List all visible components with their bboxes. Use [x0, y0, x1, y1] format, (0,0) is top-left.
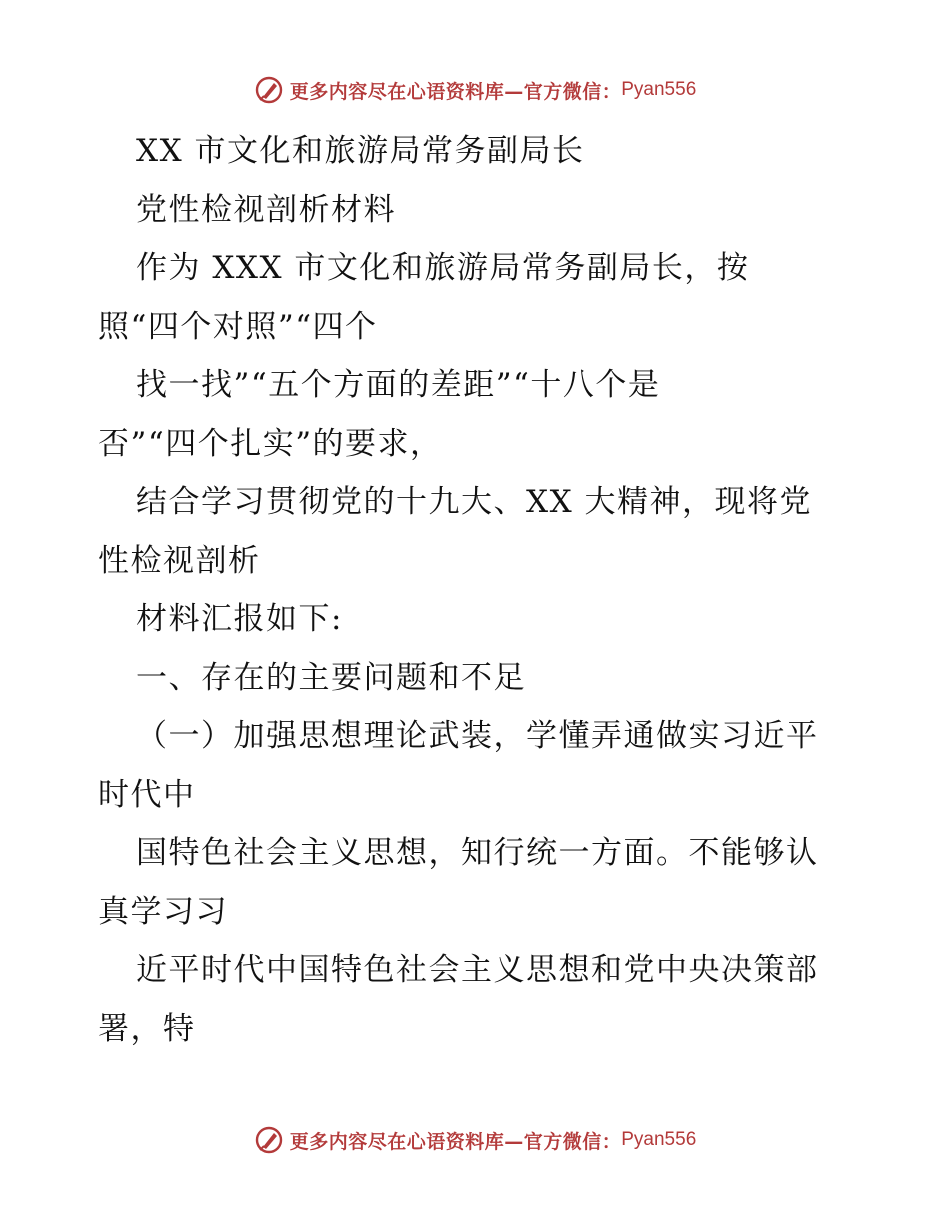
footer-watermark [0, 1120, 950, 1160]
quill-pen-circle-icon [254, 1125, 284, 1155]
paragraph-line: 否”“四个扎实”的要求， [98, 425, 443, 462]
footer-brand-text: 更多内容尽在心语资料库—官方微信： [289, 1130, 622, 1153]
section-heading: 一、存在的主要问题和不足 [136, 659, 526, 696]
footer-wechat-id: Pyan556 [621, 1129, 697, 1150]
paragraph-line: 结合学习贯彻党的十九大、XX 大精神，现将党 [136, 484, 812, 520]
header-watermark [0, 70, 950, 110]
paragraph-line: 国特色社会主义思想，知行统一方面。不能够认 [136, 835, 819, 871]
paragraph-line: 性检视剖析 [98, 542, 261, 579]
subsection-heading: （一）加强思想理论武装，学懂弄通做实习近平 [136, 718, 819, 754]
doc-title: XX 市文化和旅游局常务副局长 [136, 133, 585, 169]
paragraph-line: 近平时代中国特色社会主义思想和党中央决策部 [136, 952, 819, 988]
paragraph-line: 时代中 [98, 776, 196, 813]
document-body [98, 122, 858, 1058]
paragraph-line: 真学习习 [98, 893, 228, 930]
paragraph-line: 材料汇报如下: [136, 601, 343, 637]
paragraph-line: 作为 XXX 市文化和旅游局常务副局长，按 [136, 250, 750, 286]
doc-subtitle: 党性检视剖析材料 [136, 191, 396, 228]
quill-pen-circle-icon [254, 75, 284, 105]
paragraph-line: 署，特 [98, 1010, 196, 1047]
header-wechat-id: Pyan556 [621, 79, 697, 100]
paragraph-line: 找一找”“五个方面的差距”“十八个是 [136, 367, 661, 403]
paragraph-line: 照“四个对照”“四个 [98, 308, 378, 345]
header-brand-text: 更多内容尽在心语资料库—官方微信： [289, 80, 622, 103]
